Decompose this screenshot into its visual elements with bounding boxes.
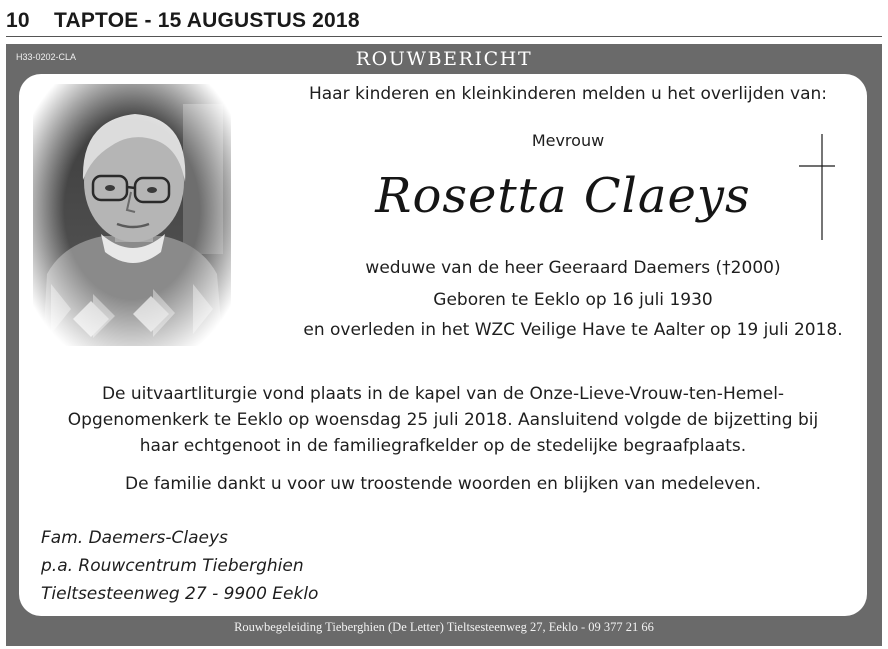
obituary-heading: ROUWBERICHT	[355, 48, 533, 70]
signature-family: Fam. Daemers-Claeys	[41, 528, 228, 548]
signature-address: Tieltsesteenweg 27 - 9900 Eeklo	[41, 584, 319, 604]
obituary-card	[19, 74, 867, 616]
deceased-name: Rosetta Claeys	[375, 168, 751, 224]
reference-code: H33-0202-CLA	[16, 52, 77, 62]
portrait-photo	[33, 84, 231, 346]
birth-line: Geboren te Eeklo op 16 juli 1930	[433, 290, 713, 310]
signature-care-of: p.a. Rouwcentrum Tieberghien	[41, 556, 304, 576]
funeral-home-footer: Rouwbegeleiding Tieberghien (De Letter) Tieltsesteenweg 27, Eeklo - 09 377 21 66	[234, 620, 654, 634]
page-number: 10	[6, 9, 30, 32]
publication-title: TAPTOE - 15 AUGUSTUS 2018	[54, 9, 360, 32]
intro-text: Haar kinderen en kleinkinderen melden u het overlijden van:	[308, 84, 827, 104]
funeral-text-line: Opgenomenkerk te Eeklo op woensdag 25 juli 2018. Aansluitend volgde de bijzetting bij	[67, 410, 819, 430]
funeral-text-line: De uitvaartliturgie vond plaats in de kapel van de Onze-Lieve-Vrouw-ten-Hemel-	[101, 384, 785, 404]
funeral-text-line: haar echtgenoot in de familiegrafkelder op de stedelijke begraafplaats.	[139, 436, 747, 456]
page-header	[6, 6, 882, 37]
honorific: Mevrouw	[531, 131, 605, 150]
death-line: en overleden in het WZC Veilige Have te Aalter op 19 juli 2018.	[303, 320, 843, 340]
thanks-text: De familie dankt u voor uw troostende woorden en blijken van medeleven.	[125, 474, 761, 494]
spouse-line: weduwe van de heer Geeraard Daemers (†2000)	[365, 258, 781, 278]
obituary-frame	[6, 44, 882, 646]
